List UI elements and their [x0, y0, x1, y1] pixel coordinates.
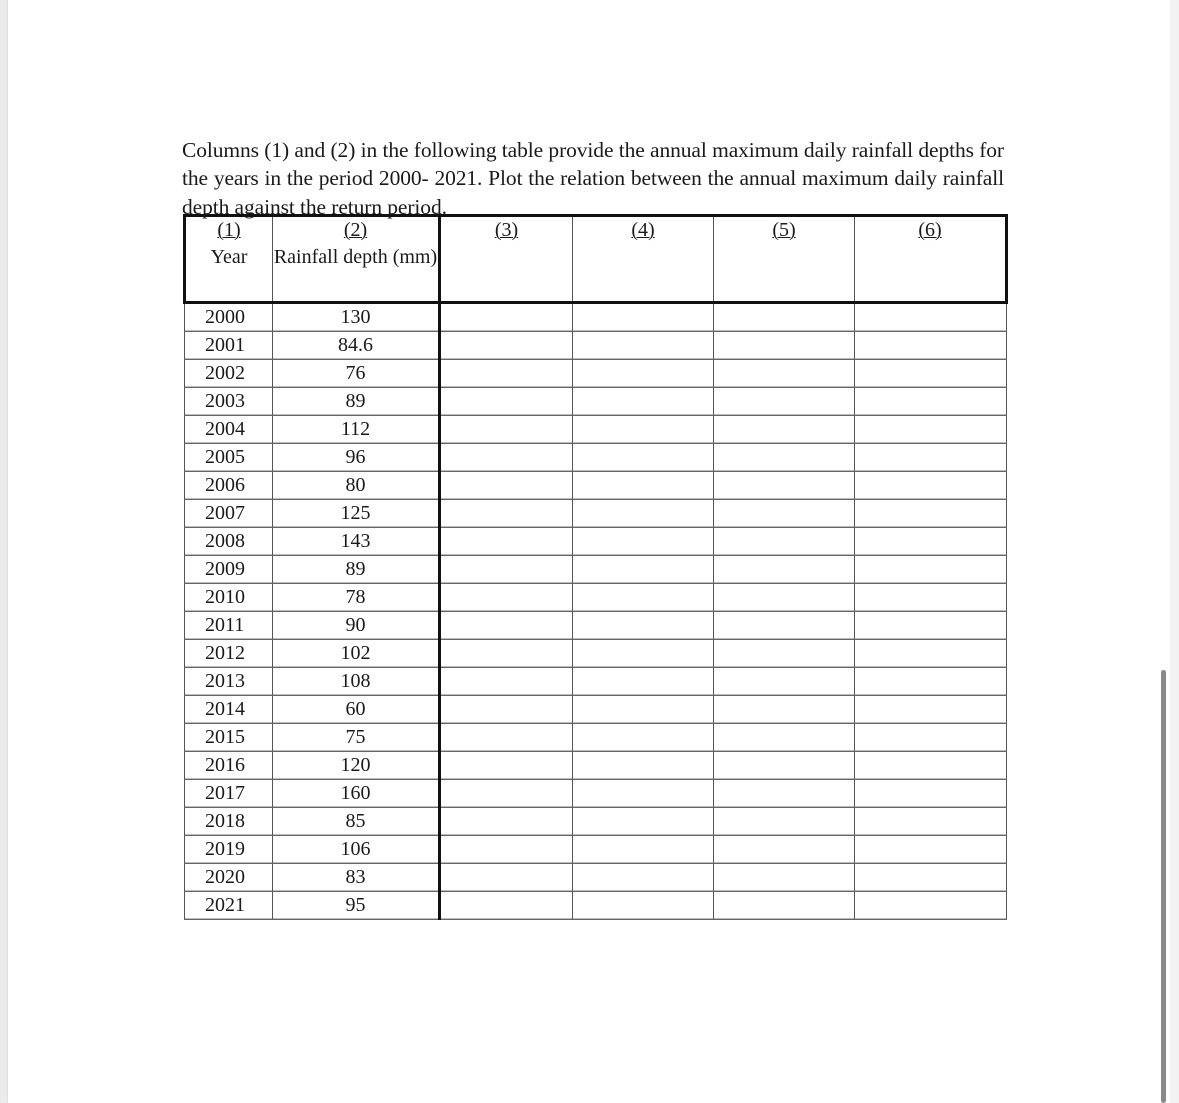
empty-cell-col-5 — [714, 303, 855, 332]
table-row — [185, 864, 1007, 892]
empty-cell-col-4 — [573, 500, 714, 528]
rainfall-cell: 90 — [273, 612, 440, 640]
empty-cell-col-4 — [573, 388, 714, 416]
year-cell: 2019 — [185, 836, 273, 864]
rainfall-cell: 89 — [273, 556, 440, 584]
table-row — [185, 303, 1007, 332]
empty-cell-col-3 — [440, 388, 573, 416]
rainfall-cell: 160 — [273, 780, 440, 808]
table-row — [185, 556, 1007, 584]
rainfall-cell: 80 — [273, 472, 440, 500]
year-cell: 2001 — [185, 332, 273, 360]
empty-cell-col-6 — [855, 752, 1007, 780]
table-row — [185, 584, 1007, 612]
empty-cell-col-4 — [573, 303, 714, 332]
empty-cell-col-3 — [440, 780, 573, 808]
empty-cell-col-5 — [714, 808, 855, 836]
table-row — [185, 472, 1007, 500]
document-page — [8, 0, 1170, 1103]
empty-cell-col-5 — [714, 528, 855, 556]
empty-cell-col-6 — [855, 640, 1007, 668]
header-num: (5) — [772, 219, 796, 241]
empty-cell-col-6 — [855, 472, 1007, 500]
empty-cell-col-6 — [855, 416, 1007, 444]
header-col-3 — [440, 216, 573, 303]
table-row — [185, 892, 1007, 920]
table-header-row — [185, 216, 1007, 303]
year-cell: 2009 — [185, 556, 273, 584]
empty-cell-col-6 — [855, 528, 1007, 556]
empty-cell-col-3 — [440, 668, 573, 696]
empty-cell-col-6 — [855, 332, 1007, 360]
rainfall-cell: 76 — [273, 360, 440, 388]
rainfall-cell: 78 — [273, 584, 440, 612]
header-num: (1) — [217, 219, 241, 241]
empty-cell-col-4 — [573, 472, 714, 500]
empty-cell-col-4 — [573, 780, 714, 808]
table-row — [185, 808, 1007, 836]
empty-cell-col-3 — [440, 500, 573, 528]
empty-cell-col-4 — [573, 584, 714, 612]
empty-cell-col-4 — [573, 332, 714, 360]
year-cell: 2010 — [185, 584, 273, 612]
year-cell: 2021 — [185, 892, 273, 920]
table-row — [185, 416, 1007, 444]
rainfall-cell: 130 — [273, 303, 440, 332]
empty-cell-col-4 — [573, 808, 714, 836]
empty-cell-col-4 — [573, 556, 714, 584]
year-cell: 2004 — [185, 416, 273, 444]
empty-cell-col-6 — [855, 836, 1007, 864]
intro-paragraph: Columns (1) and (2) in the following table provide the annual maximum daily rainfall depths for the years in the period 2000- 2021. Plot the relation between the annual maximum daily rainfall depth against the return period. — [182, 137, 1004, 219]
empty-cell-col-6 — [855, 556, 1007, 584]
year-cell: 2002 — [185, 360, 273, 388]
empty-cell-col-5 — [714, 668, 855, 696]
year-cell: 2005 — [185, 444, 273, 472]
empty-cell-col-3 — [440, 556, 573, 584]
header-label: Rainfall depth (mm) — [273, 246, 438, 268]
table-row — [185, 696, 1007, 724]
empty-cell-col-6 — [855, 444, 1007, 472]
table-row — [185, 500, 1007, 528]
empty-cell-col-5 — [714, 472, 855, 500]
empty-cell-col-4 — [573, 416, 714, 444]
empty-cell-col-6 — [855, 808, 1007, 836]
table-row — [185, 612, 1007, 640]
empty-cell-col-5 — [714, 416, 855, 444]
year-cell: 2006 — [185, 472, 273, 500]
header-num: (3) — [494, 219, 519, 241]
empty-cell-col-3 — [440, 836, 573, 864]
empty-cell-col-5 — [714, 696, 855, 724]
rainfall-cell: 108 — [273, 668, 440, 696]
empty-cell-col-6 — [855, 303, 1007, 332]
empty-cell-col-6 — [855, 724, 1007, 752]
year-cell: 2003 — [185, 388, 273, 416]
empty-cell-col-6 — [855, 612, 1007, 640]
empty-cell-col-6 — [855, 388, 1007, 416]
rainfall-cell: 106 — [273, 836, 440, 864]
rainfall-cell: 75 — [273, 724, 440, 752]
empty-cell-col-5 — [714, 556, 855, 584]
table-row — [185, 724, 1007, 752]
empty-cell-col-5 — [714, 724, 855, 752]
empty-cell-col-3 — [440, 303, 573, 332]
year-cell: 2014 — [185, 696, 273, 724]
rainfall-cell: 102 — [273, 640, 440, 668]
empty-cell-col-6 — [855, 780, 1007, 808]
empty-cell-col-6 — [855, 668, 1007, 696]
rainfall-cell: 125 — [273, 500, 440, 528]
table-row — [185, 668, 1007, 696]
empty-cell-col-4 — [573, 752, 714, 780]
year-cell: 2020 — [185, 864, 273, 892]
header-col-6 — [855, 216, 1007, 303]
empty-cell-col-3 — [440, 444, 573, 472]
header-num: (2) — [343, 219, 368, 241]
table-row — [185, 528, 1007, 556]
empty-cell-col-5 — [714, 500, 855, 528]
rainfall-cell: 96 — [273, 444, 440, 472]
rainfall-cell: 143 — [273, 528, 440, 556]
empty-cell-col-4 — [573, 696, 714, 724]
empty-cell-col-4 — [573, 528, 714, 556]
rainfall-cell: 95 — [273, 892, 440, 920]
scrollbar-thumb[interactable] — [1161, 670, 1166, 1103]
empty-cell-col-4 — [573, 864, 714, 892]
header-num: (6) — [918, 219, 942, 241]
table-row — [185, 332, 1007, 360]
empty-cell-col-3 — [440, 724, 573, 752]
table-row — [185, 780, 1007, 808]
empty-cell-col-3 — [440, 584, 573, 612]
empty-cell-col-4 — [573, 612, 714, 640]
empty-cell-col-3 — [440, 528, 573, 556]
table-row — [185, 752, 1007, 780]
year-cell: 2018 — [185, 808, 273, 836]
empty-cell-col-4 — [573, 640, 714, 668]
empty-cell-col-4 — [573, 668, 714, 696]
empty-cell-col-6 — [855, 584, 1007, 612]
header-rainfall — [273, 216, 440, 303]
rainfall-cell: 85 — [273, 808, 440, 836]
empty-cell-col-5 — [714, 752, 855, 780]
year-cell: 2017 — [185, 780, 273, 808]
empty-cell-col-5 — [714, 780, 855, 808]
empty-cell-col-3 — [440, 416, 573, 444]
empty-cell-col-6 — [855, 892, 1007, 920]
empty-cell-col-3 — [440, 864, 573, 892]
empty-cell-col-3 — [440, 332, 573, 360]
header-label: Year — [210, 246, 248, 268]
empty-cell-col-3 — [440, 808, 573, 836]
rainfall-table — [183, 214, 1008, 920]
rainfall-cell: 89 — [273, 388, 440, 416]
year-cell: 2000 — [185, 303, 273, 332]
rainfall-cell: 120 — [273, 752, 440, 780]
empty-cell-col-5 — [714, 892, 855, 920]
empty-cell-col-6 — [855, 500, 1007, 528]
table-row — [185, 360, 1007, 388]
empty-cell-col-5 — [714, 332, 855, 360]
empty-cell-col-3 — [440, 640, 573, 668]
rainfall-cell: 60 — [273, 696, 440, 724]
empty-cell-col-5 — [714, 584, 855, 612]
empty-cell-col-5 — [714, 640, 855, 668]
table-row — [185, 640, 1007, 668]
year-cell: 2016 — [185, 752, 273, 780]
empty-cell-col-3 — [440, 360, 573, 388]
empty-cell-col-4 — [573, 724, 714, 752]
table-row — [185, 444, 1007, 472]
header-year — [185, 216, 273, 303]
empty-cell-col-5 — [714, 612, 855, 640]
year-cell: 2012 — [185, 640, 273, 668]
year-cell: 2007 — [185, 500, 273, 528]
year-cell: 2013 — [185, 668, 273, 696]
empty-cell-col-4 — [573, 836, 714, 864]
rainfall-cell: 84.6 — [273, 332, 440, 360]
empty-cell-col-4 — [573, 360, 714, 388]
empty-cell-col-6 — [855, 360, 1007, 388]
empty-cell-col-4 — [573, 892, 714, 920]
empty-cell-col-3 — [440, 892, 573, 920]
year-cell: 2015 — [185, 724, 273, 752]
empty-cell-col-3 — [440, 752, 573, 780]
rainfall-cell: 112 — [273, 416, 440, 444]
scrollbar-track[interactable] — [1170, 0, 1179, 1103]
empty-cell-col-5 — [714, 388, 855, 416]
empty-cell-col-5 — [714, 444, 855, 472]
empty-cell-col-5 — [714, 360, 855, 388]
year-cell: 2008 — [185, 528, 273, 556]
empty-cell-col-3 — [440, 612, 573, 640]
table-body — [185, 303, 1007, 920]
empty-cell-col-4 — [573, 444, 714, 472]
header-col-4 — [573, 216, 714, 303]
empty-cell-col-6 — [855, 696, 1007, 724]
year-cell: 2011 — [185, 612, 273, 640]
rainfall-cell: 83 — [273, 864, 440, 892]
empty-cell-col-3 — [440, 696, 573, 724]
table-row — [185, 836, 1007, 864]
empty-cell-col-5 — [714, 836, 855, 864]
header-col-5 — [714, 216, 855, 303]
table-row — [185, 388, 1007, 416]
empty-cell-col-5 — [714, 864, 855, 892]
header-num: (4) — [631, 219, 655, 241]
empty-cell-col-6 — [855, 864, 1007, 892]
empty-cell-col-3 — [440, 472, 573, 500]
